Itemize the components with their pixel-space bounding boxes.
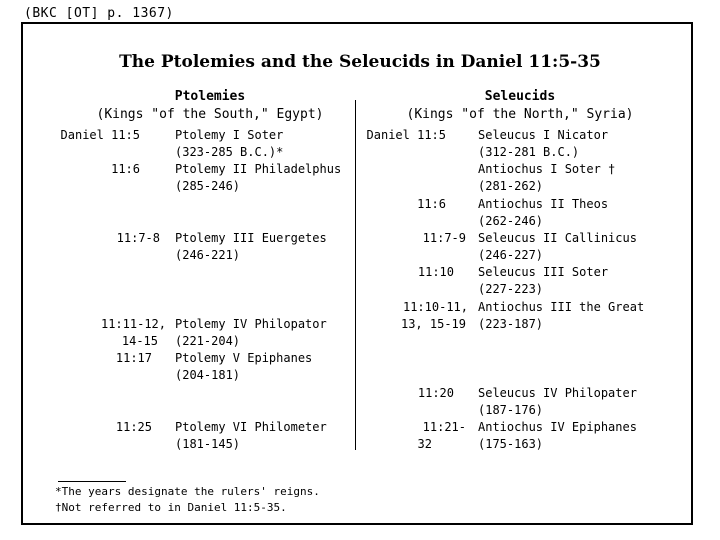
seleucids-ref-5: 11:10-11, xyxy=(402,300,468,314)
seleucids-line-9: Seleucus III Soter xyxy=(478,265,609,279)
seleucids-ref-3: 11:7-9 xyxy=(422,231,466,245)
seleucids-ref-4: 11:10 xyxy=(417,265,454,279)
ptolemies-line-11: Ptolemy VI Philometer xyxy=(175,420,327,434)
seleucids-line-2: (312-281 B.C.) xyxy=(478,145,580,159)
seleucids-ref-2: 11:6 xyxy=(417,197,446,211)
ptolemies-ref-7: 11:25 xyxy=(115,420,152,434)
source-citation: (BKC [OT] p. 1367) xyxy=(24,6,174,21)
seleucids-line-11: Antiochus III the Great xyxy=(478,300,645,314)
seleucids-line-7: Seleucus II Callinicus xyxy=(478,231,637,245)
seleucids-line-4: (281-262) xyxy=(478,179,544,193)
seleucids-line-13: Seleucus IV Philopater xyxy=(478,386,637,400)
ptolemies-line-10: (204-181) xyxy=(175,368,241,382)
ptolemies-ref-4: 11:11-12, xyxy=(100,317,166,331)
footnote-rule xyxy=(58,481,126,482)
ptolemies-line-2: (323-285 B.C.)* xyxy=(175,145,284,159)
ptolemies-heading: Ptolemies xyxy=(174,89,246,104)
seleucids-line-14: (187-176) xyxy=(478,403,544,417)
seleucids-line-12: (223-187) xyxy=(478,317,544,331)
seleucids-line-5: Antiochus II Theos xyxy=(478,197,609,211)
seleucids-ref-1: Daniel 11:5 xyxy=(366,128,446,142)
seleucids-line-15: Antiochus IV Epiphanes xyxy=(478,420,637,434)
column-divider xyxy=(355,100,356,450)
ptolemies-line-12: (181-145) xyxy=(175,437,241,451)
seleucids-ref-8: 11:21- xyxy=(422,420,466,434)
seleucids-ref-9: 32 xyxy=(417,437,432,451)
page-title: The Ptolemies and the Seleucids in Daniel 11:5-35 xyxy=(119,52,601,72)
seleucids-ref-6: 13, 15-19 xyxy=(400,317,466,331)
seleucids-line-1: Seleucus I Nicator xyxy=(478,128,609,142)
ptolemies-line-3: Ptolemy II Philadelphus xyxy=(175,162,342,176)
seleucids-line-8: (246-227) xyxy=(478,248,544,262)
ptolemies-line-8: (221-204) xyxy=(175,334,241,348)
footnote-not-referred: †Not referred to in Daniel 11:5-35. xyxy=(55,501,287,514)
seleucids-heading: Seleucids xyxy=(484,89,556,104)
seleucids-line-6: (262-246) xyxy=(478,214,544,228)
ptolemies-subheading: (Kings "of the South," Egypt) xyxy=(96,107,324,122)
seleucids-subheading: (Kings "of the North," Syria) xyxy=(406,107,634,122)
seleucids-line-16: (175-163) xyxy=(478,437,544,451)
ptolemies-ref-3: 11:7-8 xyxy=(116,231,160,245)
ptolemies-line-7: Ptolemy IV Philopator xyxy=(175,317,327,331)
ptolemies-ref-2: 11:6 xyxy=(111,162,140,176)
ptolemies-line-6: (246-221) xyxy=(175,248,241,262)
ptolemies-line-4: (285-246) xyxy=(175,179,241,193)
ptolemies-ref-5: 14-15 xyxy=(121,334,158,348)
seleucids-line-3: Antiochus I Soter † xyxy=(478,162,616,176)
ptolemies-line-9: Ptolemy V Epiphanes xyxy=(175,351,313,365)
ptolemies-ref-1: Daniel 11:5 xyxy=(60,128,140,142)
footnote-years: *The years designate the rulers' reigns. xyxy=(55,485,320,498)
ptolemies-line-5: Ptolemy III Euergetes xyxy=(175,231,327,245)
seleucids-line-10: (227-223) xyxy=(478,282,544,296)
seleucids-ref-7: 11:20 xyxy=(417,386,454,400)
ptolemies-ref-6: 11:17 xyxy=(115,351,152,365)
ptolemies-line-1: Ptolemy I Soter xyxy=(175,128,284,142)
